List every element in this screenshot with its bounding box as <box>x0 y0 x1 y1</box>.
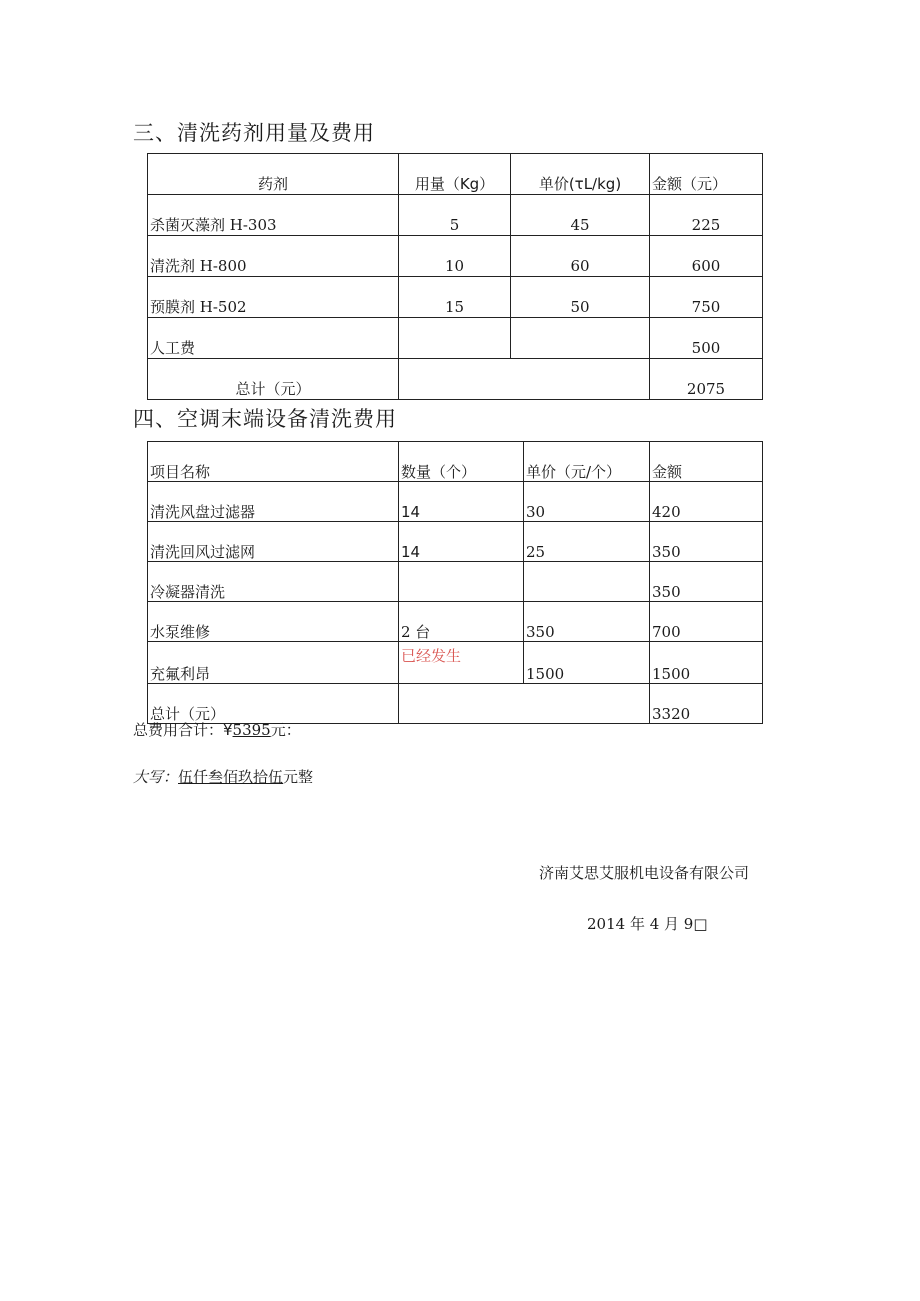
row-qty: 2 台 <box>399 602 524 642</box>
section-4-title: 四、空调末端设备清洗费用 <box>133 407 397 431</box>
row-qty: 14 <box>399 522 524 562</box>
total-label: 总计（元） <box>148 359 399 400</box>
row-name: 冷凝器清洗 <box>148 562 399 602</box>
row-qty <box>399 318 511 359</box>
row-amount: 600 <box>650 236 763 277</box>
row-price <box>511 318 650 359</box>
row-price: 45 <box>511 195 650 236</box>
header-quantity: 数量（个） <box>399 442 524 482</box>
row-price: 25 <box>524 522 650 562</box>
table-row <box>148 562 763 602</box>
header-quantity: 用量（Kg） <box>399 154 511 195</box>
table-row <box>148 318 763 359</box>
row-amount: 420 <box>650 482 763 522</box>
grand-total-suffix: 元： <box>270 721 301 739</box>
row-name: 人工费 <box>148 318 399 359</box>
row-name: 清洗风盘过滤器 <box>148 482 399 522</box>
row-qty <box>399 562 524 602</box>
row-name: 杀菌灭藻剂 H-303 <box>148 195 399 236</box>
header-chemical: 药剂 <box>148 154 399 195</box>
company-name: 济南艾思艾服机电设备有限公司 <box>539 864 750 882</box>
row-price: 350 <box>524 602 650 642</box>
row-amount: 225 <box>650 195 763 236</box>
row-amount: 750 <box>650 277 763 318</box>
row-qty: 14 <box>399 482 524 522</box>
table-row <box>148 236 763 277</box>
row-name: 水泵维修 <box>148 602 399 642</box>
row-amount: 500 <box>650 318 763 359</box>
section-3-title: 三、清洗药剂用量及费用 <box>133 121 375 145</box>
row-price: 1500 <box>524 642 650 684</box>
total-empty-cell <box>399 684 650 724</box>
table-row <box>148 277 763 318</box>
table-row <box>148 195 763 236</box>
row-price: 60 <box>511 236 650 277</box>
grand-total-line <box>133 719 301 740</box>
row-name: 充氟利昂 <box>148 642 399 684</box>
total-label: 总计（元） <box>148 684 399 724</box>
row-qty: 15 <box>399 277 511 318</box>
table-total-row <box>148 684 763 724</box>
header-unit-price: 单价（元/个） <box>524 442 650 482</box>
header-amount: 金额 <box>650 442 763 482</box>
row-price: 50 <box>511 277 650 318</box>
header-unit-price: 单价(τL∕kg) <box>511 154 650 195</box>
table-header-row <box>148 154 763 195</box>
amount-in-words-value: 伍仟叁佰玖拾伍 <box>178 768 284 786</box>
row-amount: 700 <box>650 602 763 642</box>
row-name: 预膜剂 H-502 <box>148 277 399 318</box>
row-price <box>524 562 650 602</box>
table-row <box>148 642 763 684</box>
row-qty: 10 <box>399 236 511 277</box>
table-header-row <box>148 442 763 482</box>
row-amount: 350 <box>650 562 763 602</box>
document-date: 2014 年 4 月 9□ <box>587 915 708 933</box>
chemical-cost-table <box>147 153 763 400</box>
row-qty-status: 已经发生 <box>399 642 524 684</box>
amount-in-words-prefix: 大写： <box>133 768 179 786</box>
grand-total-prefix: 总费用合计：¥ <box>133 721 233 739</box>
equipment-cleaning-table <box>147 441 763 724</box>
row-price: 30 <box>524 482 650 522</box>
header-amount: 金额（元） <box>650 154 763 195</box>
grand-total-value: 5395 <box>232 721 271 739</box>
row-name: 清洗回风过滤网 <box>148 522 399 562</box>
row-amount: 1500 <box>650 642 763 684</box>
total-amount: 2075 <box>650 359 763 400</box>
table-row <box>148 522 763 562</box>
row-amount: 350 <box>650 522 763 562</box>
total-amount: 3320 <box>650 684 763 724</box>
table-total-row <box>148 359 763 400</box>
amount-in-words-line <box>133 766 313 787</box>
table-row <box>148 602 763 642</box>
header-item-name: 项目名称 <box>148 442 399 482</box>
row-qty: 5 <box>399 195 511 236</box>
row-name: 清洗剂 H-800 <box>148 236 399 277</box>
total-empty-cell <box>399 359 650 400</box>
amount-in-words-suffix: 元整 <box>283 768 314 786</box>
table-row <box>148 482 763 522</box>
